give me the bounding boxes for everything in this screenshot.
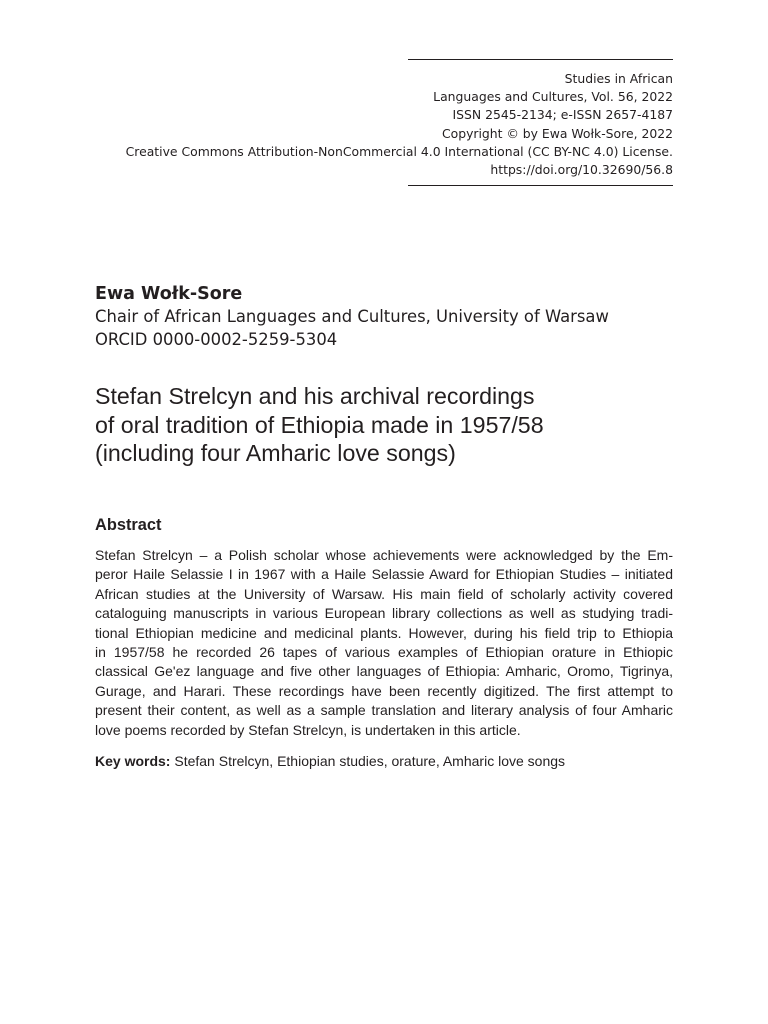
article-title [95,382,675,468]
author-block [95,283,609,351]
keywords [95,752,565,771]
abstract-line: peror Haile Selassie I in 1967 with a Haile Selassie Award for Ethiopian Studies – initiated [95,566,673,583]
journal-info [126,70,673,179]
abstract-line: classical Ge'ez language and five other languages of Ethiopia: Amharic, Oromo, Tigrinya, [95,663,673,680]
keywords-text: Stefan Strelcyn, Ethiopian studies, orature, Amharic love songs [174,753,566,769]
abstract-line: present their content, as well as a sample translation and literary analysis of four Amharic [95,702,673,719]
title-line: (including four Amharic love songs) [95,440,456,467]
abstract-heading: Abstract [95,516,162,534]
abstract-line: tional Ethiopian medicine and medicinal plants. However, during his field trip to Ethiopia [95,624,673,641]
abstract-line: in 1957/58 he recorded 26 tapes of various examples of Ethiopian orature in Ethiopic [95,643,673,660]
license-line: Creative Commons Attribution-NonCommercial 4.0 International (CC BY-NC 4.0) License. [125,143,673,159]
abstract-line: Gurage, and Harari. These recordings have been recently digitized. The first attempt to [95,682,673,699]
author-affiliation: Chair of African Languages and Cultures, University of Warsaw [95,307,609,326]
keywords-label: Key words: [95,753,171,769]
author-orcid: ORCID 0000-0002-5259-5304 [95,330,338,349]
issn-line: ISSN 2545-2134; e-ISSN 2657-4187 [452,107,673,123]
abstract-body [95,546,673,740]
author-name: Ewa Wołk-Sore [95,284,243,304]
abstract-line: love poems recorded by Stefan Strelcyn, is undertaken in this article. [95,721,521,738]
title-line: of oral tradition of Ethiopia made in 1957/58 [95,411,544,438]
journal-name-line-2: Languages and Cultures, Vol. 56, 2022 [433,89,673,105]
journal-name-line-1: Studies in African [564,71,673,86]
header-top-rule [408,59,673,60]
doi-link[interactable]: https://doi.org/10.32690/56.8 [490,162,673,178]
abstract-line: Stefan Strelcyn – a Polish scholar whose achievements were acknowledged by the Em- [95,547,673,563]
title-line: Stefan Strelcyn and his archival recordings [95,383,535,409]
copyright-line: Copyright © by Ewa Wołk-Sore, 2022 [441,125,673,141]
abstract-line: African studies at the University of Warsaw. His main field of scholarly activity covered [95,585,673,602]
header-bottom-rule [408,185,673,186]
abstract-line: cataloguing manuscripts in various European library collections as well as studying tradi- [95,605,673,622]
